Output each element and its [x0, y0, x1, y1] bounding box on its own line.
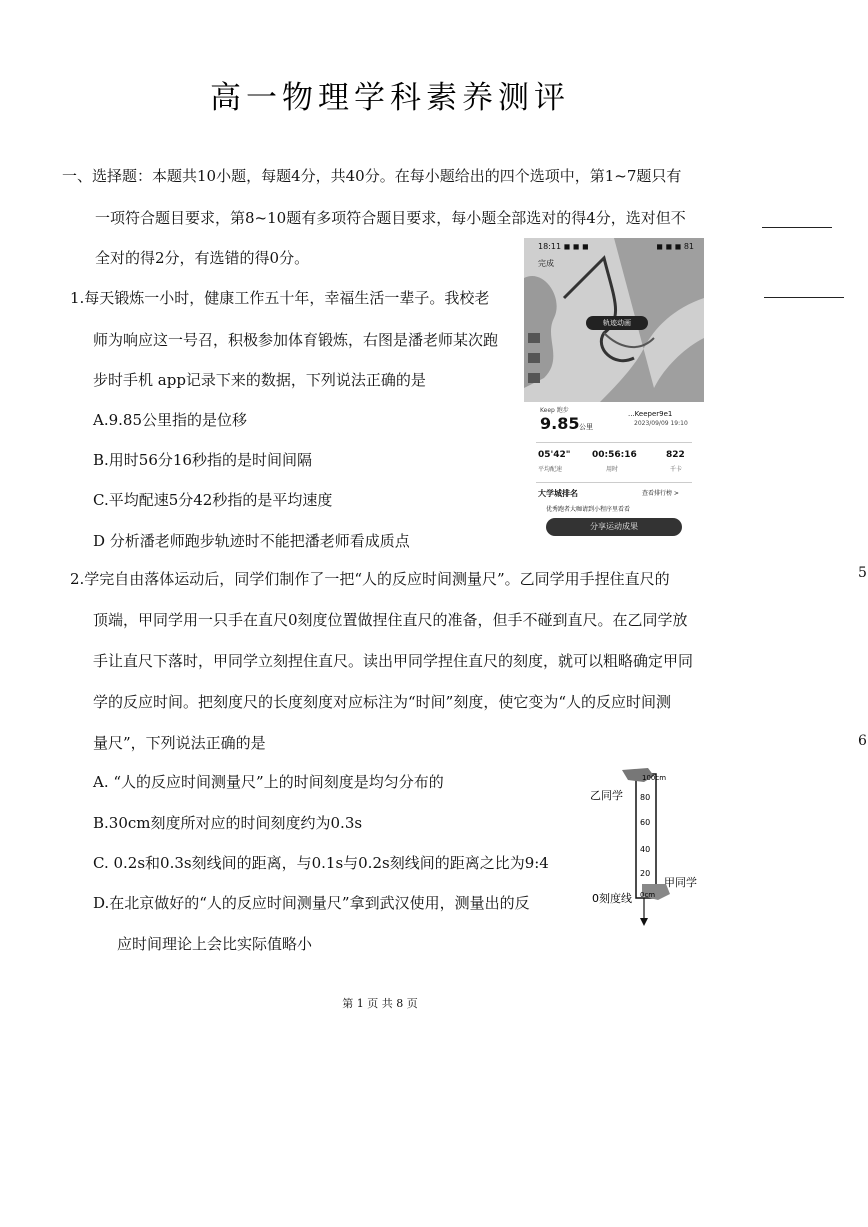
- label-jia: 甲同学: [664, 876, 697, 889]
- share-button: 分享运动成果: [546, 518, 682, 536]
- margin-rule-1: [762, 227, 832, 228]
- tick-40: 40: [640, 845, 651, 854]
- page-title: 高一物理学科素养测评: [210, 80, 570, 116]
- q2-stem-line-4: 学的反应时间。把刻度尺的长度刻度对应标注为“时间”刻度，使它变为“人的反应时间测: [93, 693, 672, 711]
- reaction-ruler-figure: [588, 768, 718, 928]
- calories-label: 千卡: [670, 466, 683, 473]
- q2-option-a: A. “人的反应时间测量尺”上的时间刻度是均匀分布的: [93, 773, 444, 791]
- pace-label: 平均配速: [538, 466, 563, 473]
- margin-number-5: 5: [858, 565, 867, 581]
- calories-value: 822: [666, 450, 685, 460]
- q1-stem-line-3: 步时手机 app记录下来的数据，下列说法正确的是: [93, 371, 426, 389]
- tick-80: 80: [640, 793, 651, 802]
- section-header-line-3: 全对的得2分，有选错的得0分。: [95, 249, 310, 267]
- q2-stem-line-3: 手让直尺下落时，甲同学立刻捏住直尺。读出甲同学捏住直尺的刻度，就可以粗略确定甲同: [93, 652, 694, 670]
- q2-option-d-line-2: 应时间理论上会比实际值略小: [117, 935, 313, 953]
- distance-value: 9.85: [540, 414, 580, 433]
- page-footer: 第 1 页 共 8 页: [342, 997, 418, 1010]
- q1-option-a: A.9.85公里指的是位移: [93, 411, 247, 429]
- q2-option-b: B.30cm刻度所对应的时间刻度约为0.3s: [93, 814, 363, 832]
- rank-title: 大学城排名: [538, 489, 578, 498]
- tick-20: 20: [640, 869, 651, 878]
- section-header-line-2: 一项符合题目要求，第8~10题有多项符合题目要求，每小题全部选对的得4分，选对但不: [95, 209, 686, 227]
- duration-value: 00:56:16: [592, 450, 637, 460]
- running-app-screenshot: [524, 238, 704, 538]
- q1-option-d: D 分析潘老师跑步轨迹时不能把潘老师看成质点: [93, 532, 410, 550]
- margin-rule-2: [764, 297, 844, 298]
- q1-option-b: B.用时56分16秒指的是时间间隔: [93, 451, 312, 469]
- duration-label: 用时: [606, 466, 619, 473]
- status-time: 18:11 ◼ ◼ ◼: [538, 242, 589, 251]
- q2-stem-line-2: 顶端，甲同学用一只手在直尺0刻度位置做捏住直尺的准备，但手不碰到直尺。在乙同学放: [93, 611, 688, 629]
- run-stats-panel: [524, 402, 704, 497]
- zero-mark: 0cm: [640, 891, 656, 899]
- label-zero: 0刻度线: [592, 892, 632, 905]
- user-name: ...Keeper9e1: [628, 410, 673, 418]
- tick-60: 60: [640, 818, 651, 827]
- app-brand: Keep 跑步: [540, 407, 569, 414]
- run-date: 2023/09/09 19:10: [634, 420, 688, 427]
- stats-divider: [536, 442, 692, 443]
- status-icons: ◼ ◼ ◼ 81: [656, 242, 694, 251]
- distance-unit: 公里: [579, 423, 593, 431]
- stats-divider-2: [536, 482, 692, 483]
- done-label: 完成: [538, 259, 554, 268]
- phone-status-bar: [538, 242, 694, 251]
- margin-number-6: 6: [858, 733, 867, 749]
- pace-value: 05'42": [538, 450, 571, 460]
- q1-option-c: C.平均配速5分42秒指的是平均速度: [93, 491, 333, 509]
- rank-subtitle: 优秀跑者大咖请到小程序里看看: [546, 506, 631, 513]
- q1-stem-line-2: 师为响应这一号召，积极参加体育锻炼，右图是潘老师某次跑: [93, 331, 499, 349]
- label-yi: 乙同学: [590, 789, 623, 802]
- top-mark: 100cm: [642, 774, 667, 782]
- section-header-line-1: 一、选择题：本题共10小题，每题4分，共40分。在每小题给出的四个选项中，第1~7题只有: [62, 167, 682, 185]
- q2-option-c: C. 0.2s和0.3s刻线间的距离，与0.1s与0.2s刻线间的距离之比为9:4: [93, 854, 549, 872]
- rank-link: 查看排行榜 >: [642, 490, 679, 497]
- track-animation-pill: 轨迹动画: [586, 316, 648, 330]
- q2-stem-line-1: 2.学完自由落体运动后，同学们制作了一把“人的反应时间测量尺”。乙同学用手捏住直尺的: [70, 570, 670, 588]
- fall-arrow-head: [640, 918, 648, 926]
- q1-stem-line-1: 1.每天锻炼一小时，健康工作五十年，幸福生活一辈子。我校老: [70, 289, 490, 307]
- q2-option-d-line-1: D.在北京做好的“人的反应时间测量尺”拿到武汉使用，测量出的反: [93, 894, 530, 912]
- q2-stem-line-5: 量尺”，下列说法正确的是: [93, 734, 266, 752]
